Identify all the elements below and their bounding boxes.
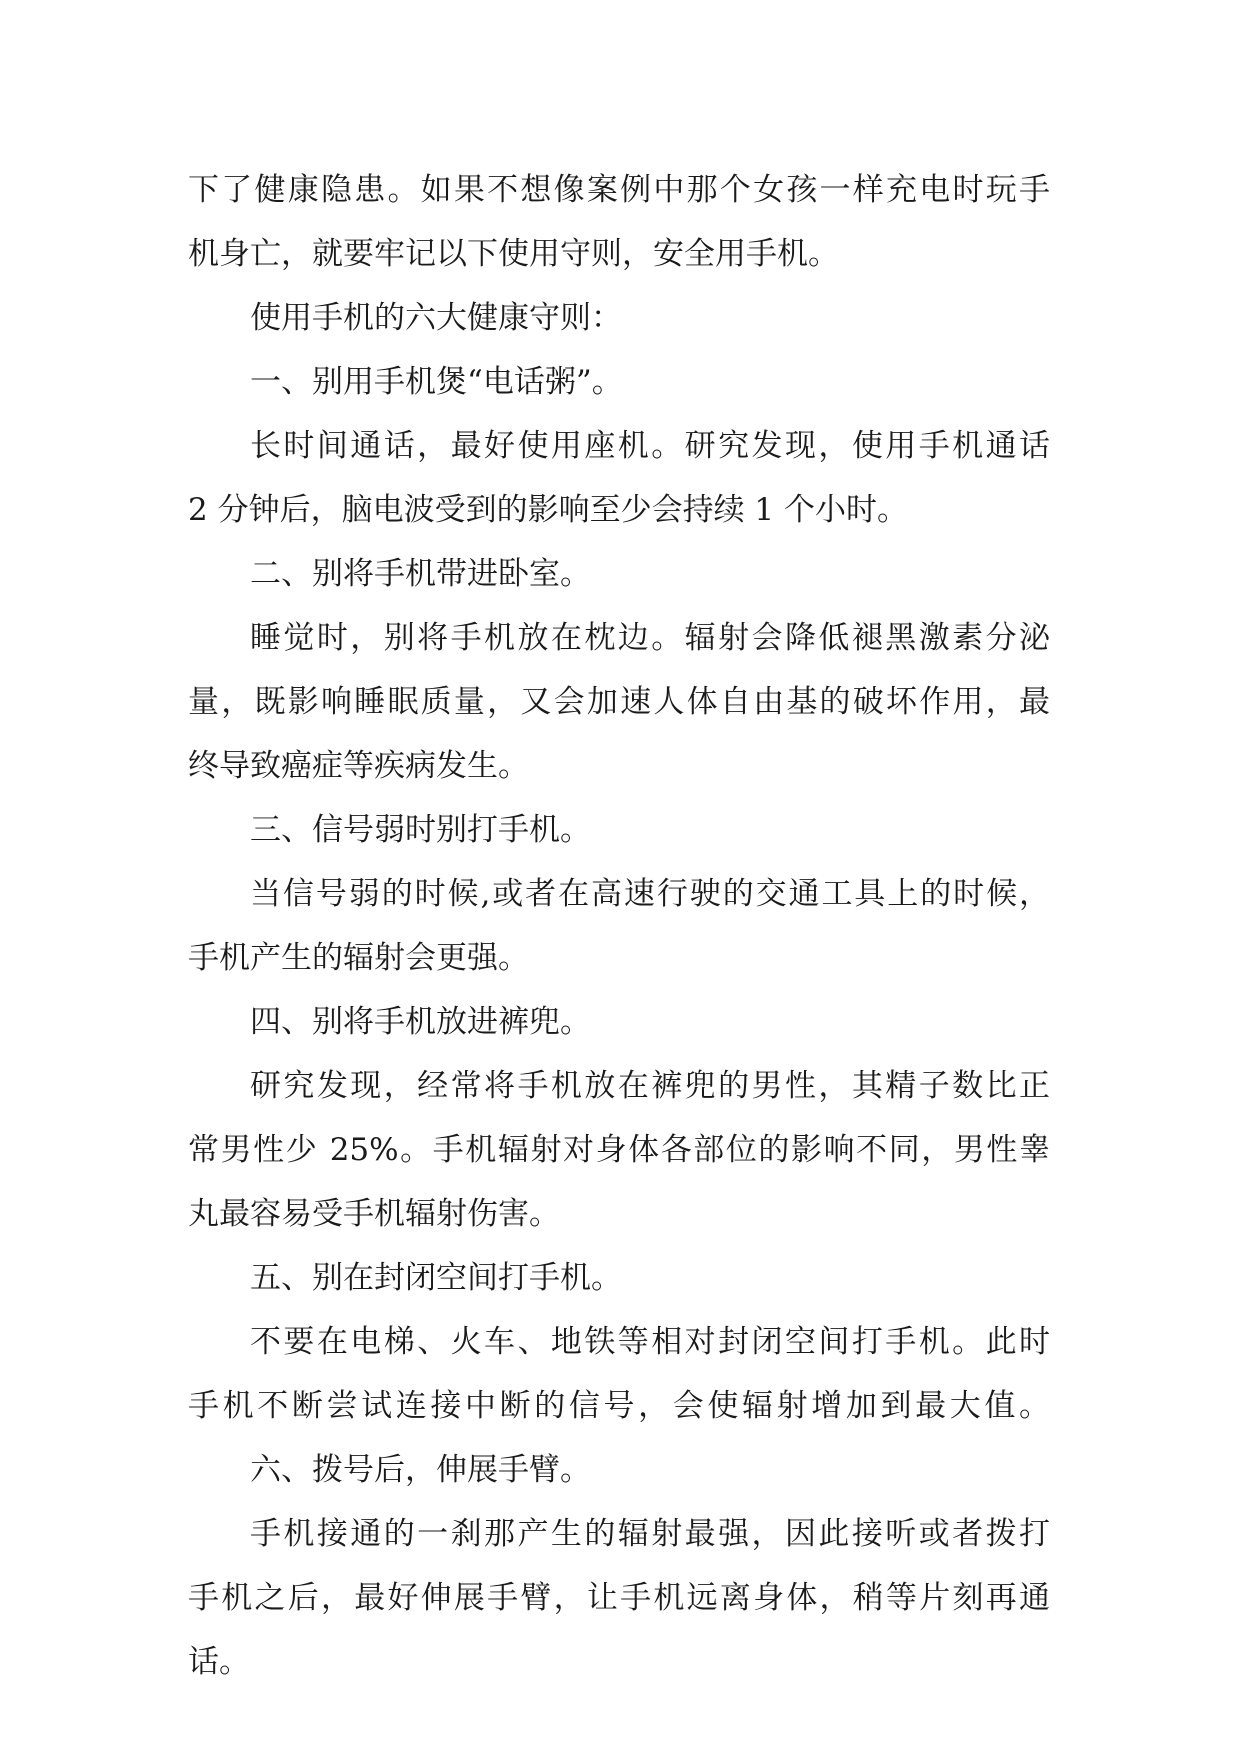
text-line: 话。 <box>188 1644 250 1680</box>
text-line: 丸最容易受手机辐射伤害。 <box>188 1196 560 1232</box>
text-line: 手机之后，最好伸展手臂，让手机远离身体，稍等片刻再通 <box>188 1580 1050 1616</box>
text-line: 研究发现，经常将手机放在裤兜的男性，其精子数比正 <box>250 1068 1050 1104</box>
text-line: 当信号弱的时候,或者在高速行驶的交通工具上的时候， <box>250 876 1050 912</box>
rule-heading: 五、别在封闭空间打手机。 <box>250 1260 622 1296</box>
text-line: 2 分钟后，脑电波受到的影响至少会持续 1 个小时。 <box>188 492 909 528</box>
text-line: 睡觉时，别将手机放在枕边。辐射会降低褪黑激素分泌 <box>250 620 1050 656</box>
text-line: 手机产生的辐射会更强。 <box>188 940 529 976</box>
rule-heading: 三、信号弱时别打手机。 <box>250 812 591 848</box>
text-line: 手机接通的一刹那产生的辐射最强，因此接听或者拨打 <box>250 1516 1050 1552</box>
text-line: 常男性少 25%。手机辐射对身体各部位的影响不同，男性睾 <box>188 1132 1050 1168</box>
text-line: 量，既影响睡眠质量，又会加速人体自由基的破坏作用，最 <box>188 684 1050 720</box>
rule-heading: 四、别将手机放进裤兜。 <box>250 1004 591 1040</box>
text-line: 机身亡，就要牢记以下使用守则，安全用手机。 <box>188 236 839 272</box>
text-line: 长时间通话，最好使用座机。研究发现，使用手机通话 <box>250 428 1050 464</box>
text-line: 终导致癌症等疾病发生。 <box>188 748 529 784</box>
document-page <box>188 158 1050 1694</box>
rule-heading: 六、拨号后，伸展手臂。 <box>250 1452 591 1488</box>
section-heading: 使用手机的六大健康守则： <box>250 300 622 336</box>
rule-heading: 二、别将手机带进卧室。 <box>250 556 591 592</box>
text-line: 不要在电梯、火车、地铁等相对封闭空间打手机。此时 <box>250 1324 1050 1360</box>
text-line: 手机不断尝试连接中断的信号，会使辐射增加到最大值。 <box>188 1388 1050 1424</box>
text-line: 下了健康隐患。如果不想像案例中那个女孩一样充电时玩手 <box>188 172 1050 208</box>
rule-heading: 一、别用手机煲“电话粥”。 <box>250 364 623 400</box>
